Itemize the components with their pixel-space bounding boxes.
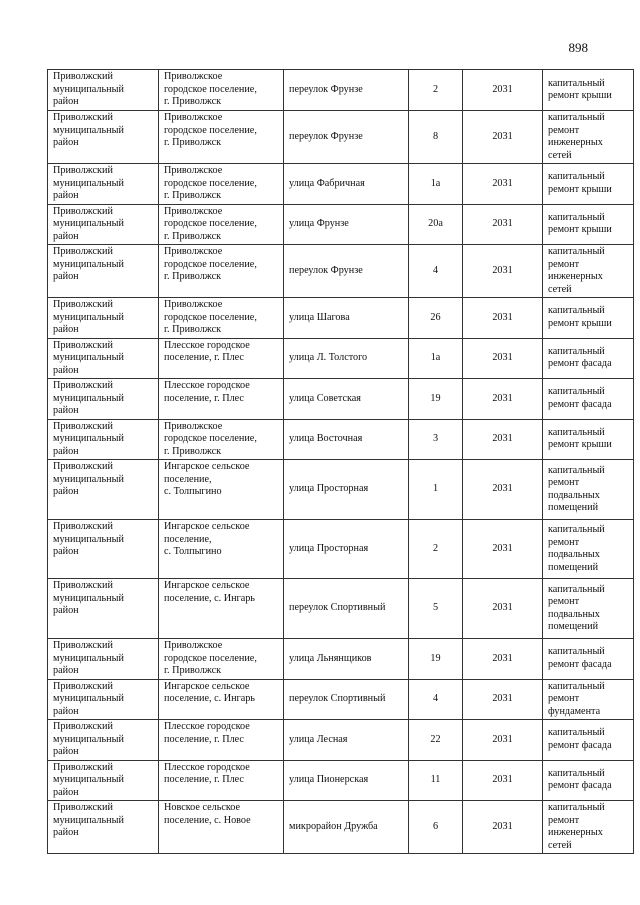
year-cell (463, 338, 543, 379)
work-type-cell-text: капитальный ремонт крыши (548, 426, 612, 451)
settlement-cell (159, 520, 284, 579)
house-number-cell-text: 4 (432, 264, 439, 276)
district-cell-text: Приволжский муниципальный район (53, 761, 124, 798)
house-number-cell-text: 1а (430, 352, 441, 363)
district-cell (48, 204, 159, 245)
street-cell (284, 419, 409, 460)
street-cell-text: переулок Спортивный (289, 693, 386, 704)
house-number-cell-text: 2 (432, 542, 439, 554)
district-cell-text: Приволжский муниципальный район (53, 71, 124, 107)
settlement-cell (159, 679, 284, 720)
settlement-cell-text: Ингарское сельское поселение, с. Толпыгино (164, 521, 250, 557)
street-cell-text: переулок Фрунзе (289, 83, 363, 95)
work-type-cell (543, 111, 634, 164)
district-cell (48, 801, 159, 854)
settlement-cell-text: Приволжское городское поселение, г. Приволжск (164, 112, 257, 148)
work-type-cell (543, 419, 634, 460)
work-type-cell-text: капитальный ремонт фасада (548, 386, 612, 410)
settlement-cell (159, 760, 284, 801)
table-row (48, 164, 634, 205)
table-row (48, 204, 634, 245)
work-type-cell-text: капитальный ремонт инженерных сетей (548, 112, 605, 161)
district-cell (48, 70, 159, 111)
street-cell-text: улица Просторная (289, 542, 369, 554)
district-cell (48, 760, 159, 801)
house-number-cell (409, 70, 463, 111)
table-row (48, 338, 634, 379)
work-type-cell (543, 204, 634, 245)
work-type-cell (543, 460, 634, 520)
year-cell-text: 2031 (492, 130, 513, 142)
house-number-cell (409, 204, 463, 245)
house-number-cell (409, 245, 463, 298)
district-cell-text: Приволжский муниципальный район (53, 112, 124, 148)
district-cell (48, 720, 159, 761)
settlement-cell (159, 111, 284, 164)
district-cell-text: Приволжский муниципальный район (53, 339, 124, 376)
house-number-cell (409, 801, 463, 854)
work-type-cell-text: капитальный ремонт крыши (548, 305, 612, 329)
house-number-cell-text: 26 (430, 311, 441, 323)
street-cell (284, 379, 409, 420)
street-cell-text: переулок Спортивный (289, 602, 386, 614)
street-cell (284, 204, 409, 245)
work-type-cell (543, 801, 634, 854)
street-cell (284, 338, 409, 379)
work-type-cell-text: капитальный ремонт подвальных помещений (548, 524, 605, 573)
table-row (48, 801, 634, 854)
work-type-cell-text: капитальный ремонт фасада (548, 727, 612, 751)
house-number-cell (409, 520, 463, 579)
house-number-cell (409, 579, 463, 639)
work-type-cell-text: капитальный ремонт фасада (548, 767, 612, 792)
year-cell-text: 2031 (492, 433, 513, 444)
year-cell-text: 2031 (492, 542, 513, 554)
settlement-cell (159, 801, 284, 854)
year-cell-text: 2031 (492, 820, 513, 832)
settlement-cell-text: Приволжское городское поселение, г. Приволжск (164, 299, 257, 335)
year-cell-text: 2031 (492, 602, 513, 614)
house-number-cell (409, 111, 463, 164)
year-cell-text: 2031 (492, 83, 513, 95)
house-number-cell-text: 1 (432, 483, 439, 495)
street-cell-text: улица Пионерская (289, 774, 369, 785)
year-cell-text: 2031 (492, 483, 513, 495)
page-number: 898 (568, 40, 588, 55)
district-cell-text: Приволжский муниципальный район (53, 299, 124, 335)
work-type-cell (543, 720, 634, 761)
table-row (48, 419, 634, 460)
house-number-cell-text: 6 (432, 820, 439, 832)
house-number-cell (409, 419, 463, 460)
house-number-cell (409, 639, 463, 680)
year-cell (463, 164, 543, 205)
district-cell-text: Приволжский муниципальный район (53, 165, 124, 201)
street-cell (284, 164, 409, 205)
house-number-cell-text: 5 (432, 602, 439, 614)
house-number-cell-text: 20а (428, 218, 443, 229)
year-cell-text: 2031 (492, 392, 513, 404)
settlement-cell (159, 164, 284, 205)
year-cell-text: 2031 (492, 774, 513, 785)
year-cell (463, 460, 543, 520)
settlement-cell-text: Новское сельское поселение, с. Новое (164, 802, 251, 826)
street-cell (284, 679, 409, 720)
street-cell (284, 111, 409, 164)
district-cell-text: Приволжский муниципальный район (53, 640, 124, 676)
house-number-cell (409, 338, 463, 379)
settlement-cell-text: Плесское городское поселение, г. Плес (164, 721, 250, 745)
house-number-cell-text: 4 (432, 693, 439, 704)
year-cell (463, 520, 543, 579)
work-type-cell (543, 245, 634, 298)
district-cell (48, 419, 159, 460)
house-number-cell-text: 8 (432, 130, 439, 142)
table-row (48, 70, 634, 111)
settlement-cell (159, 720, 284, 761)
year-cell-text: 2031 (492, 311, 513, 323)
house-number-cell-text: 19 (430, 652, 441, 664)
work-type-cell-text: капитальный ремонт фасада (548, 646, 612, 670)
work-type-cell-text: капитальный ремонт инженерных сетей (548, 802, 605, 851)
work-type-cell-text: капитальный ремонт подвальных помещений (548, 464, 605, 513)
street-cell (284, 720, 409, 761)
street-cell-text: переулок Фрунзе (289, 130, 363, 142)
house-number-cell (409, 679, 463, 720)
street-cell-text: переулок Фрунзе (289, 264, 363, 276)
year-cell-text: 2031 (492, 177, 513, 189)
district-cell (48, 164, 159, 205)
work-type-cell-text: капитальный ремонт подвальных помещений (548, 583, 605, 632)
work-type-cell (543, 379, 634, 420)
year-cell-text: 2031 (492, 218, 513, 229)
table-row (48, 760, 634, 801)
house-number-cell (409, 460, 463, 520)
street-cell-text: улица Фрунзе (289, 218, 349, 229)
house-number-cell (409, 164, 463, 205)
district-cell (48, 460, 159, 520)
house-number-cell (409, 720, 463, 761)
street-cell (284, 245, 409, 298)
table-row (48, 579, 634, 639)
settlement-cell (159, 639, 284, 680)
street-cell (284, 520, 409, 579)
year-cell (463, 579, 543, 639)
street-cell (284, 579, 409, 639)
district-cell-text: Приволжский муниципальный район (53, 246, 124, 282)
work-type-cell (543, 164, 634, 205)
house-number-cell (409, 298, 463, 339)
district-cell-text: Приволжский муниципальный район (53, 461, 124, 497)
year-cell-text: 2031 (492, 264, 513, 276)
district-cell (48, 245, 159, 298)
work-type-cell (543, 70, 634, 111)
year-cell (463, 760, 543, 801)
year-cell (463, 70, 543, 111)
year-cell (463, 419, 543, 460)
street-cell-text: улица Советская (289, 392, 361, 404)
work-type-cell (543, 298, 634, 339)
settlement-cell-text: Ингарское сельское поселение, с. Толпыгино (164, 461, 250, 497)
settlement-cell (159, 460, 284, 520)
district-cell (48, 520, 159, 579)
year-cell (463, 204, 543, 245)
street-cell-text: улица Шагова (289, 311, 350, 323)
street-cell (284, 70, 409, 111)
house-number-cell-text: 19 (430, 392, 441, 404)
repair-schedule-table (47, 69, 634, 854)
work-type-cell (543, 679, 634, 720)
work-type-cell-text: капитальный ремонт крыши (548, 211, 612, 236)
settlement-cell (159, 379, 284, 420)
settlement-cell-text: Приволжское городское поселение, г. Приволжск (164, 640, 257, 676)
year-cell (463, 245, 543, 298)
district-cell (48, 639, 159, 680)
settlement-cell-text: Приволжское городское поселение, г. Приволжск (164, 205, 257, 242)
table-row (48, 520, 634, 579)
table-row (48, 639, 634, 680)
district-cell (48, 111, 159, 164)
work-type-cell-text: капитальный ремонт крыши (548, 171, 612, 195)
work-type-cell (543, 579, 634, 639)
settlement-cell (159, 579, 284, 639)
district-cell-text: Приволжский муниципальный район (53, 420, 124, 457)
work-type-cell (543, 639, 634, 680)
settlement-cell-text: Плесское городское поселение, г. Плес (164, 339, 250, 363)
work-type-cell-text: капитальный ремонт крыши (548, 77, 612, 101)
house-number-cell-text: 11 (430, 774, 441, 785)
year-cell-text: 2031 (492, 652, 513, 664)
year-cell (463, 379, 543, 420)
settlement-cell (159, 204, 284, 245)
year-cell (463, 111, 543, 164)
year-cell (463, 720, 543, 761)
table-row (48, 679, 634, 720)
house-number-cell-text: 1а (430, 177, 441, 189)
street-cell-text: улица Льнянщиков (289, 652, 372, 664)
street-cell-text: улица Просторная (289, 483, 369, 495)
table-row (48, 720, 634, 761)
year-cell-text: 2031 (492, 693, 513, 704)
district-cell (48, 338, 159, 379)
year-cell-text: 2031 (492, 733, 513, 745)
settlement-cell-text: Плесское городское поселение, г. Плес (164, 380, 250, 404)
street-cell (284, 760, 409, 801)
street-cell-text: микрорайон Дружба (289, 820, 378, 832)
work-type-cell-text: капитальный ремонт фундамента (548, 680, 605, 717)
table-row (48, 111, 634, 164)
district-cell-text: Приволжский муниципальный район (53, 205, 124, 242)
district-cell-text: Приволжский муниципальный район (53, 721, 124, 757)
table-row (48, 460, 634, 520)
house-number-cell (409, 379, 463, 420)
year-cell (463, 679, 543, 720)
district-cell-text: Приволжский муниципальный район (53, 380, 124, 416)
settlement-cell-text: Плесское городское поселение, г. Плес (164, 761, 250, 785)
district-cell (48, 579, 159, 639)
street-cell (284, 801, 409, 854)
settlement-cell-text: Ингарское сельское поселение, с. Ингарь (164, 580, 255, 604)
street-cell (284, 298, 409, 339)
house-number-cell-text: 3 (432, 433, 439, 444)
district-cell-text: Приволжский муниципальный район (53, 521, 124, 557)
work-type-cell-text: капитальный ремонт инженерных сетей (548, 246, 605, 295)
year-cell (463, 639, 543, 680)
settlement-cell-text: Приволжское городское поселение, г. Приволжск (164, 420, 257, 457)
street-cell-text: улица Л. Толстого (289, 352, 368, 363)
table-row (48, 298, 634, 339)
district-cell (48, 298, 159, 339)
street-cell-text: улица Лесная (289, 733, 348, 745)
district-cell-text: Приволжский муниципальный район (53, 580, 124, 616)
street-cell-text: улица Восточная (289, 433, 363, 444)
district-cell-text: Приволжский муниципальный район (53, 680, 124, 717)
street-cell (284, 460, 409, 520)
street-cell-text: улица Фабричная (289, 177, 365, 189)
settlement-cell-text: Ингарское сельское поселение, с. Ингарь (164, 680, 255, 704)
year-cell (463, 298, 543, 339)
district-cell (48, 379, 159, 420)
year-cell-text: 2031 (492, 352, 513, 363)
year-cell (463, 801, 543, 854)
work-type-cell (543, 338, 634, 379)
settlement-cell-text: Приволжское городское поселение, г. Приволжск (164, 246, 257, 282)
district-cell-text: Приволжский муниципальный район (53, 802, 124, 838)
table-row (48, 245, 634, 298)
settlement-cell (159, 338, 284, 379)
settlement-cell (159, 245, 284, 298)
house-number-cell-text: 2 (432, 83, 439, 95)
house-number-cell-text: 22 (430, 733, 441, 745)
street-cell (284, 639, 409, 680)
district-cell (48, 679, 159, 720)
house-number-cell (409, 760, 463, 801)
work-type-cell (543, 520, 634, 579)
settlement-cell (159, 70, 284, 111)
settlement-cell-text: Приволжское городское поселение, г. Приволжск (164, 71, 257, 107)
work-type-cell (543, 760, 634, 801)
work-type-cell-text: капитальный ремонт фасада (548, 345, 612, 370)
table-body (48, 70, 634, 854)
settlement-cell-text: Приволжское городское поселение, г. Приволжск (164, 165, 257, 201)
settlement-cell (159, 419, 284, 460)
table-row (48, 379, 634, 420)
settlement-cell (159, 298, 284, 339)
